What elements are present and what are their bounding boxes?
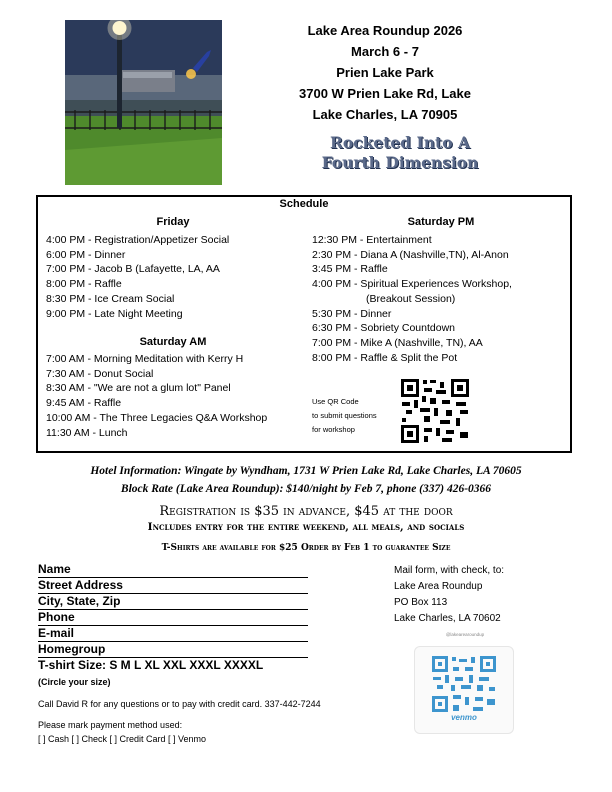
qr-note-line: for workshop	[312, 425, 355, 434]
mail-line: Lake Area Roundup	[394, 581, 483, 592]
venmo-logo-text: venmo	[451, 713, 477, 722]
phone-field[interactable]: Phone	[38, 610, 308, 626]
theme-line1: Rocketed Into A	[330, 133, 470, 152]
schedule-item: 9:00 PM - Late Night Meeting	[46, 307, 183, 320]
qr-note-line: to submit questions	[312, 411, 377, 420]
schedule-item: 12:30 PM - Entertainment	[312, 234, 432, 246]
qr-note	[312, 395, 377, 437]
hotel-line1: Hotel Information: Wingate by Wyndham, 1731 W Prien Lake Rd, Lake Charles, LA 70605	[90, 465, 522, 477]
circle-size-note: (Circle your size)	[38, 677, 111, 687]
tshirt-size-field[interactable]: T-shirt Size: S M L XL XXL XXXL XXXXL	[38, 658, 264, 672]
saturday-am-heading: Saturday AM	[139, 336, 207, 348]
mail-line: Lake Charles, LA 70602	[394, 613, 501, 624]
schedule-item: 8:30 AM - "We are not a glum lot" Panel	[46, 382, 231, 395]
payment-prompt: Please mark payment method used:	[38, 720, 183, 730]
schedule-item: 11:30 AM - Lunch	[46, 426, 128, 439]
schedule-item: 5:30 PM - Dinner	[312, 307, 392, 320]
city-state-zip-field[interactable]: City, State, Zip	[38, 594, 308, 610]
schedule-item: 6:30 PM - Sobriety Countdown	[312, 322, 455, 335]
mail-address	[394, 563, 504, 627]
friday-heading: Friday	[156, 216, 190, 228]
schedule-item: 8:00 PM - Raffle	[46, 278, 122, 291]
saturday-pm-heading: Saturday PM	[407, 216, 475, 228]
schedule-item: 4:00 PM - Registration/Appetizer Social	[46, 234, 230, 246]
mail-line: Mail form, with check, to:	[394, 565, 505, 576]
friday-list	[46, 233, 229, 321]
schedule-item: 10:00 AM - The Three Legacies Q&A Workshop	[46, 411, 268, 424]
schedule-item: 3:45 PM - Raffle	[312, 263, 388, 276]
park-lamp-image	[65, 20, 222, 185]
tshirt-note: T-Shirts are available for $25 Order by Feb 1 to guarantee Size	[161, 543, 451, 553]
event-title: Lake Area Roundup 2026	[307, 23, 463, 38]
venmo-qr-code[interactable]	[431, 655, 497, 713]
mail-line: PO Box 113	[394, 597, 448, 608]
hotel-info	[20, 462, 592, 498]
schedule-item: 7:00 PM - Mike A (Nashville, TN), AA	[312, 336, 483, 349]
event-theme	[280, 133, 520, 173]
theme-line2: Fourth Dimension	[321, 153, 479, 172]
venmo-handle: @lakearearoundup	[445, 632, 485, 637]
schedule-item: 9:45 AM - Raffle	[46, 397, 122, 410]
registration-price: Registration is $35 in advance, $45 at the door	[159, 504, 453, 519]
event-address-line2: Lake Charles, LA 70905	[312, 107, 458, 122]
call-note: Call David R for any questions or to pay with credit card. 337-442-7244	[38, 699, 321, 709]
event-venue: Prien Lake Park	[336, 65, 434, 80]
saturday-pm-list	[312, 233, 512, 365]
event-info	[240, 20, 530, 125]
event-address-line1: 3700 W Prien Lake Rd, Lake	[299, 86, 471, 101]
schedule-item: 7:00 AM - Morning Meditation with Kerry H	[46, 353, 244, 365]
schedule-item: 2:30 PM - Diana A (Nashville,TN), Al-Anon	[312, 248, 509, 261]
homegroup-field[interactable]: Homegroup	[38, 642, 308, 658]
schedule-title: Schedule	[279, 198, 329, 210]
schedule-item: 8:30 PM - Ice Cream Social	[46, 292, 175, 305]
schedule-box	[36, 195, 572, 453]
payment-options[interactable]: [ ] Cash [ ] Check [ ] Credit Card [ ] Venmo	[38, 734, 207, 744]
schedule-item: 6:00 PM - Dinner	[46, 248, 126, 261]
schedule-item: 7:00 PM - Jacob B (Lafayette, LA, AA	[46, 263, 220, 276]
venmo-card[interactable]	[414, 646, 514, 734]
name-field[interactable]: Name	[38, 562, 308, 578]
registration-includes: Includes entry for the entire weekend, all meals, and socials	[147, 521, 465, 533]
schedule-item: (Breakout Session)	[366, 292, 456, 305]
event-photo	[65, 20, 222, 185]
schedule-item: 7:30 AM - Donut Social	[46, 367, 154, 380]
schedule-item: 4:00 PM - Spiritual Experiences Workshop,	[312, 278, 512, 291]
schedule-item: 8:00 PM - Raffle & Split the Pot	[312, 351, 458, 364]
event-dates: March 6 - 7	[351, 44, 419, 59]
workshop-qr-code[interactable]	[400, 378, 470, 444]
street-address-field[interactable]: Street Address	[38, 578, 308, 594]
email-field[interactable]: E-mail	[38, 626, 308, 642]
hotel-line2: Block Rate (Lake Area Roundup): $140/night by Feb 7, phone (337) 426-0366	[120, 483, 492, 495]
qr-note-line: Use QR Code	[312, 397, 359, 406]
saturday-am-list	[46, 352, 267, 440]
